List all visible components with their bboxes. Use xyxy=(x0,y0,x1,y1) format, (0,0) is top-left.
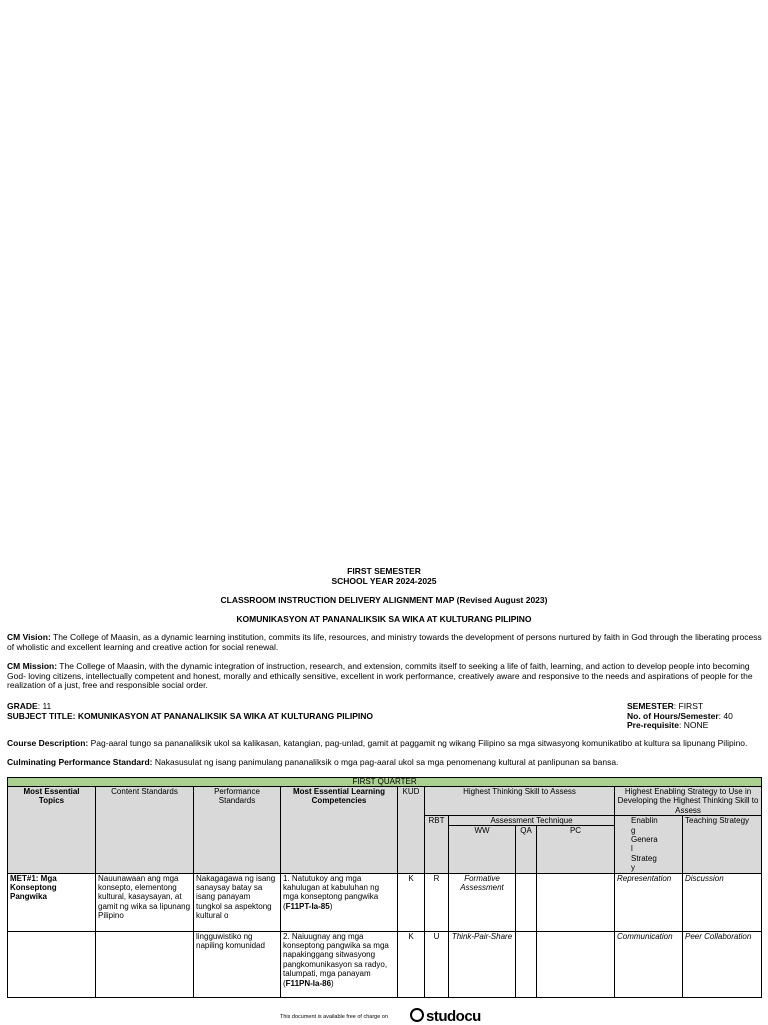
col-melc: Most Essential Learning Competencies xyxy=(281,787,398,874)
col-kud: KUD xyxy=(398,787,425,874)
cell-teaching: Peer Collaboration xyxy=(683,931,762,997)
cell-pc xyxy=(537,931,615,997)
col-rbt: RBT xyxy=(425,816,449,873)
cell-kud: K xyxy=(398,931,425,997)
studocu-icon xyxy=(410,1008,424,1022)
mission-label: CM Mission xyxy=(7,661,55,671)
col-ww: WW xyxy=(449,826,516,873)
cell-performance: Nakagagawa ng isang sanaysay batay sa isang panayam tungkol sa aspektong kultural o xyxy=(194,873,281,931)
course-description: Course Description: Pag-aaral tungo sa pananaliksik ukol sa kalikasan, katangian, pag-unlad, gamit at paggamit ng wikang Filipino sa mga sitwasyong komunikatibo at kultura sa lipunang Pilipino. xyxy=(7,738,748,748)
cell-qa xyxy=(516,931,537,997)
cell-content: Nauunawaan ang mga konsepto, elementong kultural, kasaysayan, at gamit ng wika sa lipunang Pilipino xyxy=(96,873,194,931)
prereq-value: NONE xyxy=(683,720,709,730)
cell-rbt: R xyxy=(425,873,449,931)
cell-melc xyxy=(281,873,398,931)
vision-label: CM Vision xyxy=(7,632,48,642)
semester-value: FIRST xyxy=(678,701,704,711)
col-teaching: Teaching Strategy xyxy=(683,816,762,873)
course-description-label: Course Description xyxy=(7,738,86,748)
subject-label: SUBJECT TITLE xyxy=(7,711,73,721)
grade-line: GRADE: 11 xyxy=(7,701,52,711)
col-pc: PC xyxy=(537,826,615,873)
table-row xyxy=(8,873,762,931)
quarter-label: FIRST QUARTER xyxy=(8,778,762,787)
melc-text: 2. Naiuugnay ang mga konseptong pangwika sa mga napakinggang sitwasyong pangkomunikasyon sa radyo, talumpati, mga panayam ( xyxy=(283,931,389,988)
culminating-standard: Culminating Performance Standard: Nakasusulat ng isang panimulang pananaliksik o mga pag-aaral ukol sa mga penomenang kultural at panlipunan sa bansa. xyxy=(7,757,619,767)
grade-label: GRADE xyxy=(7,701,38,711)
melc-text: 1. Natutukoy ang mga kahulugan at kabuluhan ng mga konseptong pangwika ( xyxy=(283,873,380,911)
semester-label: SEMESTER xyxy=(627,701,674,711)
subject-value: KOMUNIKASYON AT PANANALIKSIK SA WIKA AT KULTURANG PILIPINO xyxy=(77,711,374,721)
melc-close: ) xyxy=(331,978,334,988)
grade-value: 11 xyxy=(42,701,52,711)
semester-heading: FIRST SEMESTER xyxy=(347,566,421,576)
cell-pc xyxy=(537,873,615,931)
cell-qa xyxy=(516,873,537,931)
cell-rbt: U xyxy=(425,931,449,997)
semester-line: SEMESTER: FIRST xyxy=(627,701,704,711)
studocu-brand: studocu xyxy=(426,1008,481,1025)
cell-content xyxy=(96,931,194,997)
table-row xyxy=(8,931,762,997)
cell-kud: K xyxy=(398,873,425,931)
prereq-label: Pre-requisite xyxy=(627,720,679,730)
culminating-text: Nakasusulat ng isang panimulang pananaliksik o mga pag-aaral ukol sa mga penomenang kultural at panlipunan sa bansa. xyxy=(154,757,619,767)
mission-text: The College of Maasin, with the dynamic integration of instruction, research, and extension, commits itself to seeking a life of faith, learning, and action to develop people into becoming God- loving citizens, intellectually competent and honest, morally and ethically sensitive, excellent in work performance, creatively aware and responsive to the needs and aspirations of people for the realization of a just, free and responsible social order. xyxy=(7,661,753,691)
map-title: CLASSROOM INSTRUCTION DELIVERY ALIGNMENT MAP (Revised August 2023) xyxy=(220,595,548,605)
vision-text: The College of Maasin, as a dynamic learning institution, commits its life, resources, and ministry towards the development of persons nurtured by faith in God through the liberating process of wholistic and excellent learning and creative action for social renewal. xyxy=(7,632,762,652)
cell-ww: Think-Pair-Share xyxy=(449,931,516,997)
col-enabling-general: Enablin g Genera l Strateg y xyxy=(615,816,683,873)
cell-ww: Formative Assessment xyxy=(449,873,516,931)
melc-close: ) xyxy=(329,901,333,911)
footer-text: This document is available free of charge on xyxy=(280,1014,388,1020)
melc-code: F11PT-Ia-85 xyxy=(285,901,330,911)
col-qa: QA xyxy=(516,826,537,873)
culminating-label: Culminating Performance Standard xyxy=(7,757,150,767)
course-description-text: Pag-aaral tungo sa pananaliksik ukol sa kalikasan, katangian, pag-unlad, gamit at paggamit ng wikang Filipino sa mga sitwasyong komunikatibo at kultura sa lipunang Pilipino. xyxy=(90,738,748,748)
col-topics: Most Essential Topics xyxy=(8,787,96,874)
course-title: KOMUNIKASYON AT PANANALIKSIK SA WIKA AT KULTURANG PILIPINO xyxy=(236,614,532,624)
header-row-1 xyxy=(8,787,762,816)
hours-label: No. of Hours/Semester xyxy=(627,711,719,721)
cell-melc xyxy=(281,931,398,997)
cell-topic xyxy=(8,931,96,997)
studocu-logo[interactable] xyxy=(410,1008,481,1025)
col-performance: Performance Standards xyxy=(194,787,281,874)
cm-mission: CM Mission: The College of Maasin, with the dynamic integration of instruction, research, and extension, commits itself to seeking a life of faith, learning, and action to develop people into becoming God- loving citizens, intellectually competent and honest, morally and ethically sensitive, excellent in work performance, creatively aware and responsive to the needs and aspirations of people for the realization of a just, free and responsible social order. xyxy=(7,661,753,691)
cell-topic: MET#1: Mga Konseptong Pangwika xyxy=(8,873,96,931)
school-year-heading: SCHOOL YEAR 2024-2025 xyxy=(331,576,437,586)
cell-enabling: Representation xyxy=(615,873,683,931)
col-highest-skill: Highest Thinking Skill to Assess xyxy=(425,787,615,816)
cell-performance: lingguwistiko ng napiling komunidad xyxy=(194,931,281,997)
quarter-row xyxy=(8,778,762,787)
prereq-line: Pre-requisite: NONE xyxy=(627,720,709,730)
cell-enabling: Communication xyxy=(615,931,683,997)
col-assessment: Assessment Technique xyxy=(449,816,615,826)
cell-teaching: Discussion xyxy=(683,873,762,931)
col-strategy: Highest Enabling Strategy to Use in Developing the Highest Thinking Skill to Assess xyxy=(615,787,762,816)
col-content: Content Standards xyxy=(96,787,194,874)
cm-vision: CM Vision: The College of Maasin, as a dynamic learning institution, commits its life, resources, and ministry towards the development of persons nurtured by faith in God through the liberating process of wholistic and excellent learning and creative action for social renewal. xyxy=(7,632,762,652)
melc-code: F11PN-Ia-86 xyxy=(285,978,332,988)
subject-line: SUBJECT TITLE: KOMUNIKASYON AT PANANALIKSIK SA WIKA AT KULTURANG PILIPINO xyxy=(7,711,374,721)
alignment-table xyxy=(7,777,762,998)
hours-value: 40 xyxy=(723,711,733,721)
hours-line: No. of Hours/Semester: 40 xyxy=(627,711,733,721)
